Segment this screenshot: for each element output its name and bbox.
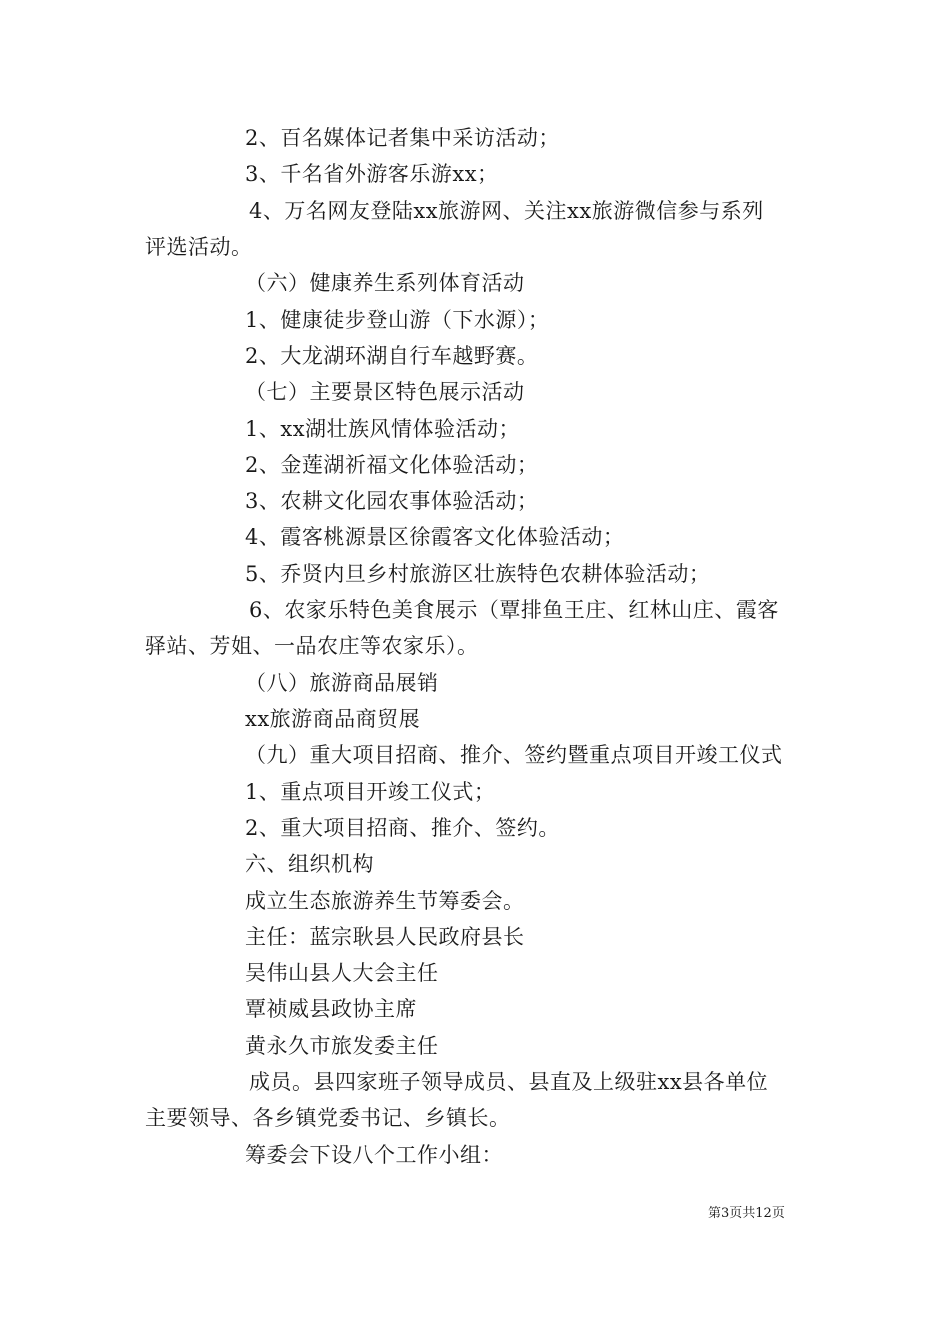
text-line: 2、金莲湖祈福文化体验活动； bbox=[245, 453, 539, 477]
section-heading: （九）重大项目招商、推介、签约暨重点项目开竣工仪式 bbox=[245, 743, 783, 767]
text-line: 主任：蓝宗耿县人民政府县长 bbox=[245, 925, 525, 949]
text-line: 主要领导、各乡镇党委书记、乡镇长。 bbox=[145, 1106, 511, 1130]
text-line: 6、农家乐特色美食展示（覃排鱼王庄、红林山庄、霞客 bbox=[249, 598, 779, 622]
text-line: 评选活动。 bbox=[145, 235, 253, 259]
text-line: 2、百名媒体记者集中采访活动； bbox=[245, 126, 560, 150]
text-line: 驿站、芳姐、一品农庄等农家乐）。 bbox=[145, 634, 479, 658]
text-line: 成立生态旅游养生节筹委会。 bbox=[245, 889, 525, 913]
text-line: 吴伟山县人大会主任 bbox=[245, 961, 439, 985]
text-line: 覃祯威县政协主席 bbox=[245, 997, 417, 1021]
page-number: 第3页共12页 bbox=[708, 1206, 785, 1221]
text-line: 4、霞客桃源景区徐霞客文化体验活动； bbox=[245, 525, 625, 549]
text-line: 4、万名网友登陆xx旅游网、关注xx旅游微信参与系列 bbox=[249, 199, 764, 223]
section-heading: （七）主要景区特色展示活动 bbox=[245, 380, 525, 404]
text-line: xx旅游商品商贸展 bbox=[245, 707, 421, 731]
text-line: 2、重大项目招商、推介、签约。 bbox=[245, 816, 560, 840]
text-line: 3、农耕文化园农事体验活动； bbox=[245, 489, 539, 513]
text-line: 1、健康徒步登山游（下水源）； bbox=[245, 308, 550, 332]
text-line: 3、千名省外游客乐游xx； bbox=[245, 162, 499, 186]
text-line: 筹委会下设八个工作小组： bbox=[245, 1143, 503, 1167]
text-line: 1、xx湖壮族风情体验活动； bbox=[245, 417, 521, 441]
text-line: 2、大龙湖环湖自行车越野赛。 bbox=[245, 344, 539, 368]
text-line: 1、重点项目开竣工仪式； bbox=[245, 780, 496, 804]
section-heading: （六）健康养生系列体育活动 bbox=[245, 271, 525, 295]
text-line: 5、乔贤内旦乡村旅游区壮族特色农耕体验活动； bbox=[245, 562, 711, 586]
section-heading: 六、组织机构 bbox=[245, 852, 374, 876]
text-line: 黄永久市旅发委主任 bbox=[245, 1034, 439, 1058]
section-heading: （八）旅游商品展销 bbox=[245, 671, 439, 695]
text-line: 成员。县四家班子领导成员、县直及上级驻xx县各单位 bbox=[249, 1070, 769, 1094]
